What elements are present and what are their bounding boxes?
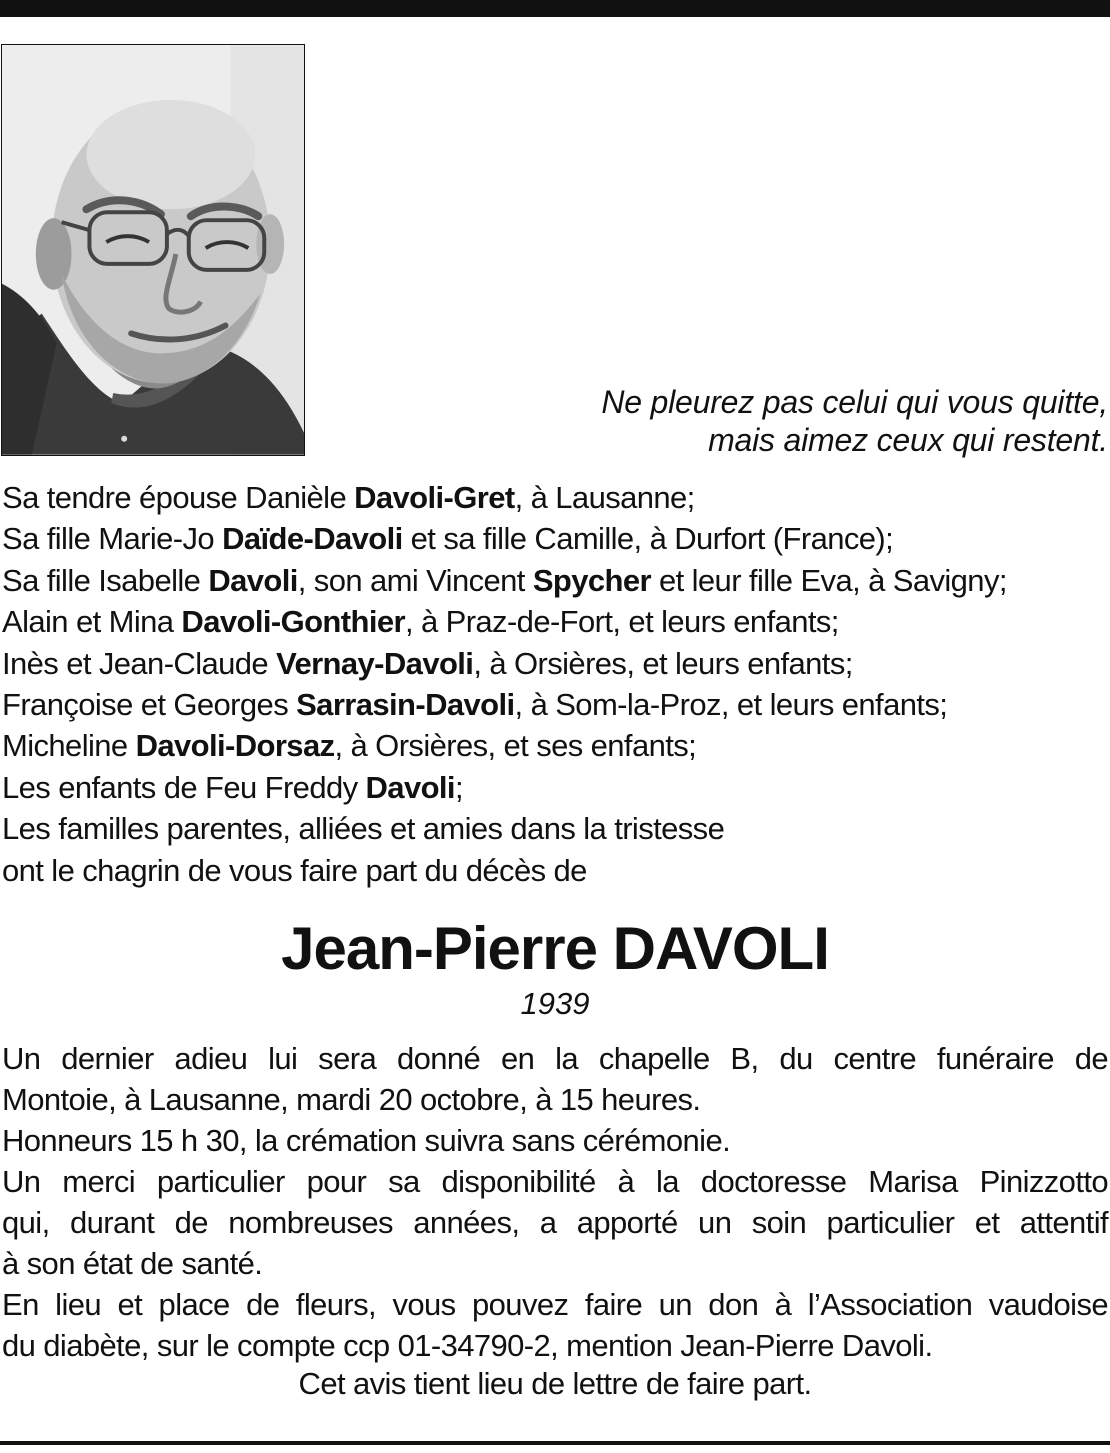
details-line: Un merci particulier pour sa disponibilité à la doctoresse Marisa Pinizzotto [2, 1164, 1108, 1199]
family-surname: Davoli-Gret [354, 480, 515, 515]
family-line [2, 808, 1110, 849]
details-line: du diabète, sur le compte ccp 01-34790-2, mention Jean-Pierre Davoli. [2, 1328, 933, 1363]
family-text: Sa fille Isabelle [2, 562, 209, 598]
family-list [2, 477, 1110, 891]
family-surname: Davoli-Gonthier [181, 604, 405, 640]
family-text: , son ami Vincent [297, 562, 533, 598]
family-text: Sa tendre épouse Danièle [2, 480, 355, 515]
family-line [2, 518, 1110, 559]
quote-line-2: mais aimez ceux qui restent. [708, 422, 1108, 458]
family-text: , à Som-la-Proz, et leurs enfants; [514, 687, 948, 723]
deceased-name: Jean-Pierre DAVOLI [281, 915, 829, 982]
family-text: Inès et Jean-Claude [2, 645, 277, 681]
family-surname: Davoli [208, 562, 298, 598]
family-text: , à Orsières, et ses enfants; [334, 728, 697, 764]
family-text: , à Praz-de-Fort, et leurs enfants; [404, 604, 839, 640]
family-text: Les familles parentes, alliées et amies dans la tristesse [2, 811, 725, 847]
family-line [2, 643, 1110, 684]
family-text: ont le chagrin de vous faire part du décès de [2, 852, 587, 888]
portrait-photo [1, 44, 305, 456]
bottom-rule [0, 1441, 1110, 1445]
family-surname: Davoli [365, 769, 455, 805]
family-line [2, 477, 1110, 518]
family-text: Les enfants de Feu Freddy [2, 769, 366, 805]
family-text: , à Orsières, et leurs enfants; [473, 645, 853, 681]
family-text: Françoise et Georges [2, 687, 297, 723]
details-line: Un dernier adieu lui sera donné en la chapelle B, du centre funéraire de [2, 1041, 1108, 1076]
family-surname: Vernay-Davoli [276, 645, 474, 681]
family-text: Sa fille Marie-Jo [2, 521, 223, 557]
family-text: et sa fille Camille, à Durfort (France); [402, 521, 894, 557]
family-text: Alain et Mina [2, 604, 182, 640]
details-line: Montoie, à Lausanne, mardi 20 octobre, à 15 heures. [2, 1082, 701, 1117]
quote-line-1: Ne pleurez pas celui qui vous quitte, [601, 384, 1108, 420]
top-rule [0, 0, 1110, 17]
family-surname: Daïde-Davoli [222, 521, 403, 557]
family-text: et leur fille Eva, à Savigny; [650, 562, 1007, 598]
deceased-year: 1939 [520, 986, 590, 1021]
ceremony-details [2, 1038, 1108, 1366]
details-line: qui, durant de nombreuses années, a apporté un soin particulier et attentif [2, 1205, 1108, 1240]
family-text: Micheline [2, 728, 136, 764]
family-line [2, 684, 1110, 725]
portrait-image [2, 45, 304, 455]
details-line: à son état de santé. [2, 1246, 263, 1281]
closing-note: Cet avis tient lieu de lettre de faire part. [298, 1366, 812, 1401]
family-line [2, 725, 1110, 766]
details-line: Honneurs 15 h 30, la crémation suivra sans cérémonie. [2, 1123, 731, 1158]
family-text: ; [454, 769, 463, 805]
family-line [2, 601, 1110, 642]
family-surname: Spycher [532, 562, 651, 598]
family-line [2, 850, 1110, 891]
family-line [2, 560, 1110, 601]
family-text: , à Lausanne; [514, 480, 695, 515]
details-line: En lieu et place de fleurs, vous pouvez faire un don à l’Association vaudoise [2, 1287, 1108, 1322]
epitaph-quote [468, 383, 1108, 459]
family-surname: Davoli-Dorsaz [135, 728, 335, 764]
family-line [2, 767, 1110, 808]
family-surname: Sarrasin-Davoli [296, 687, 515, 723]
